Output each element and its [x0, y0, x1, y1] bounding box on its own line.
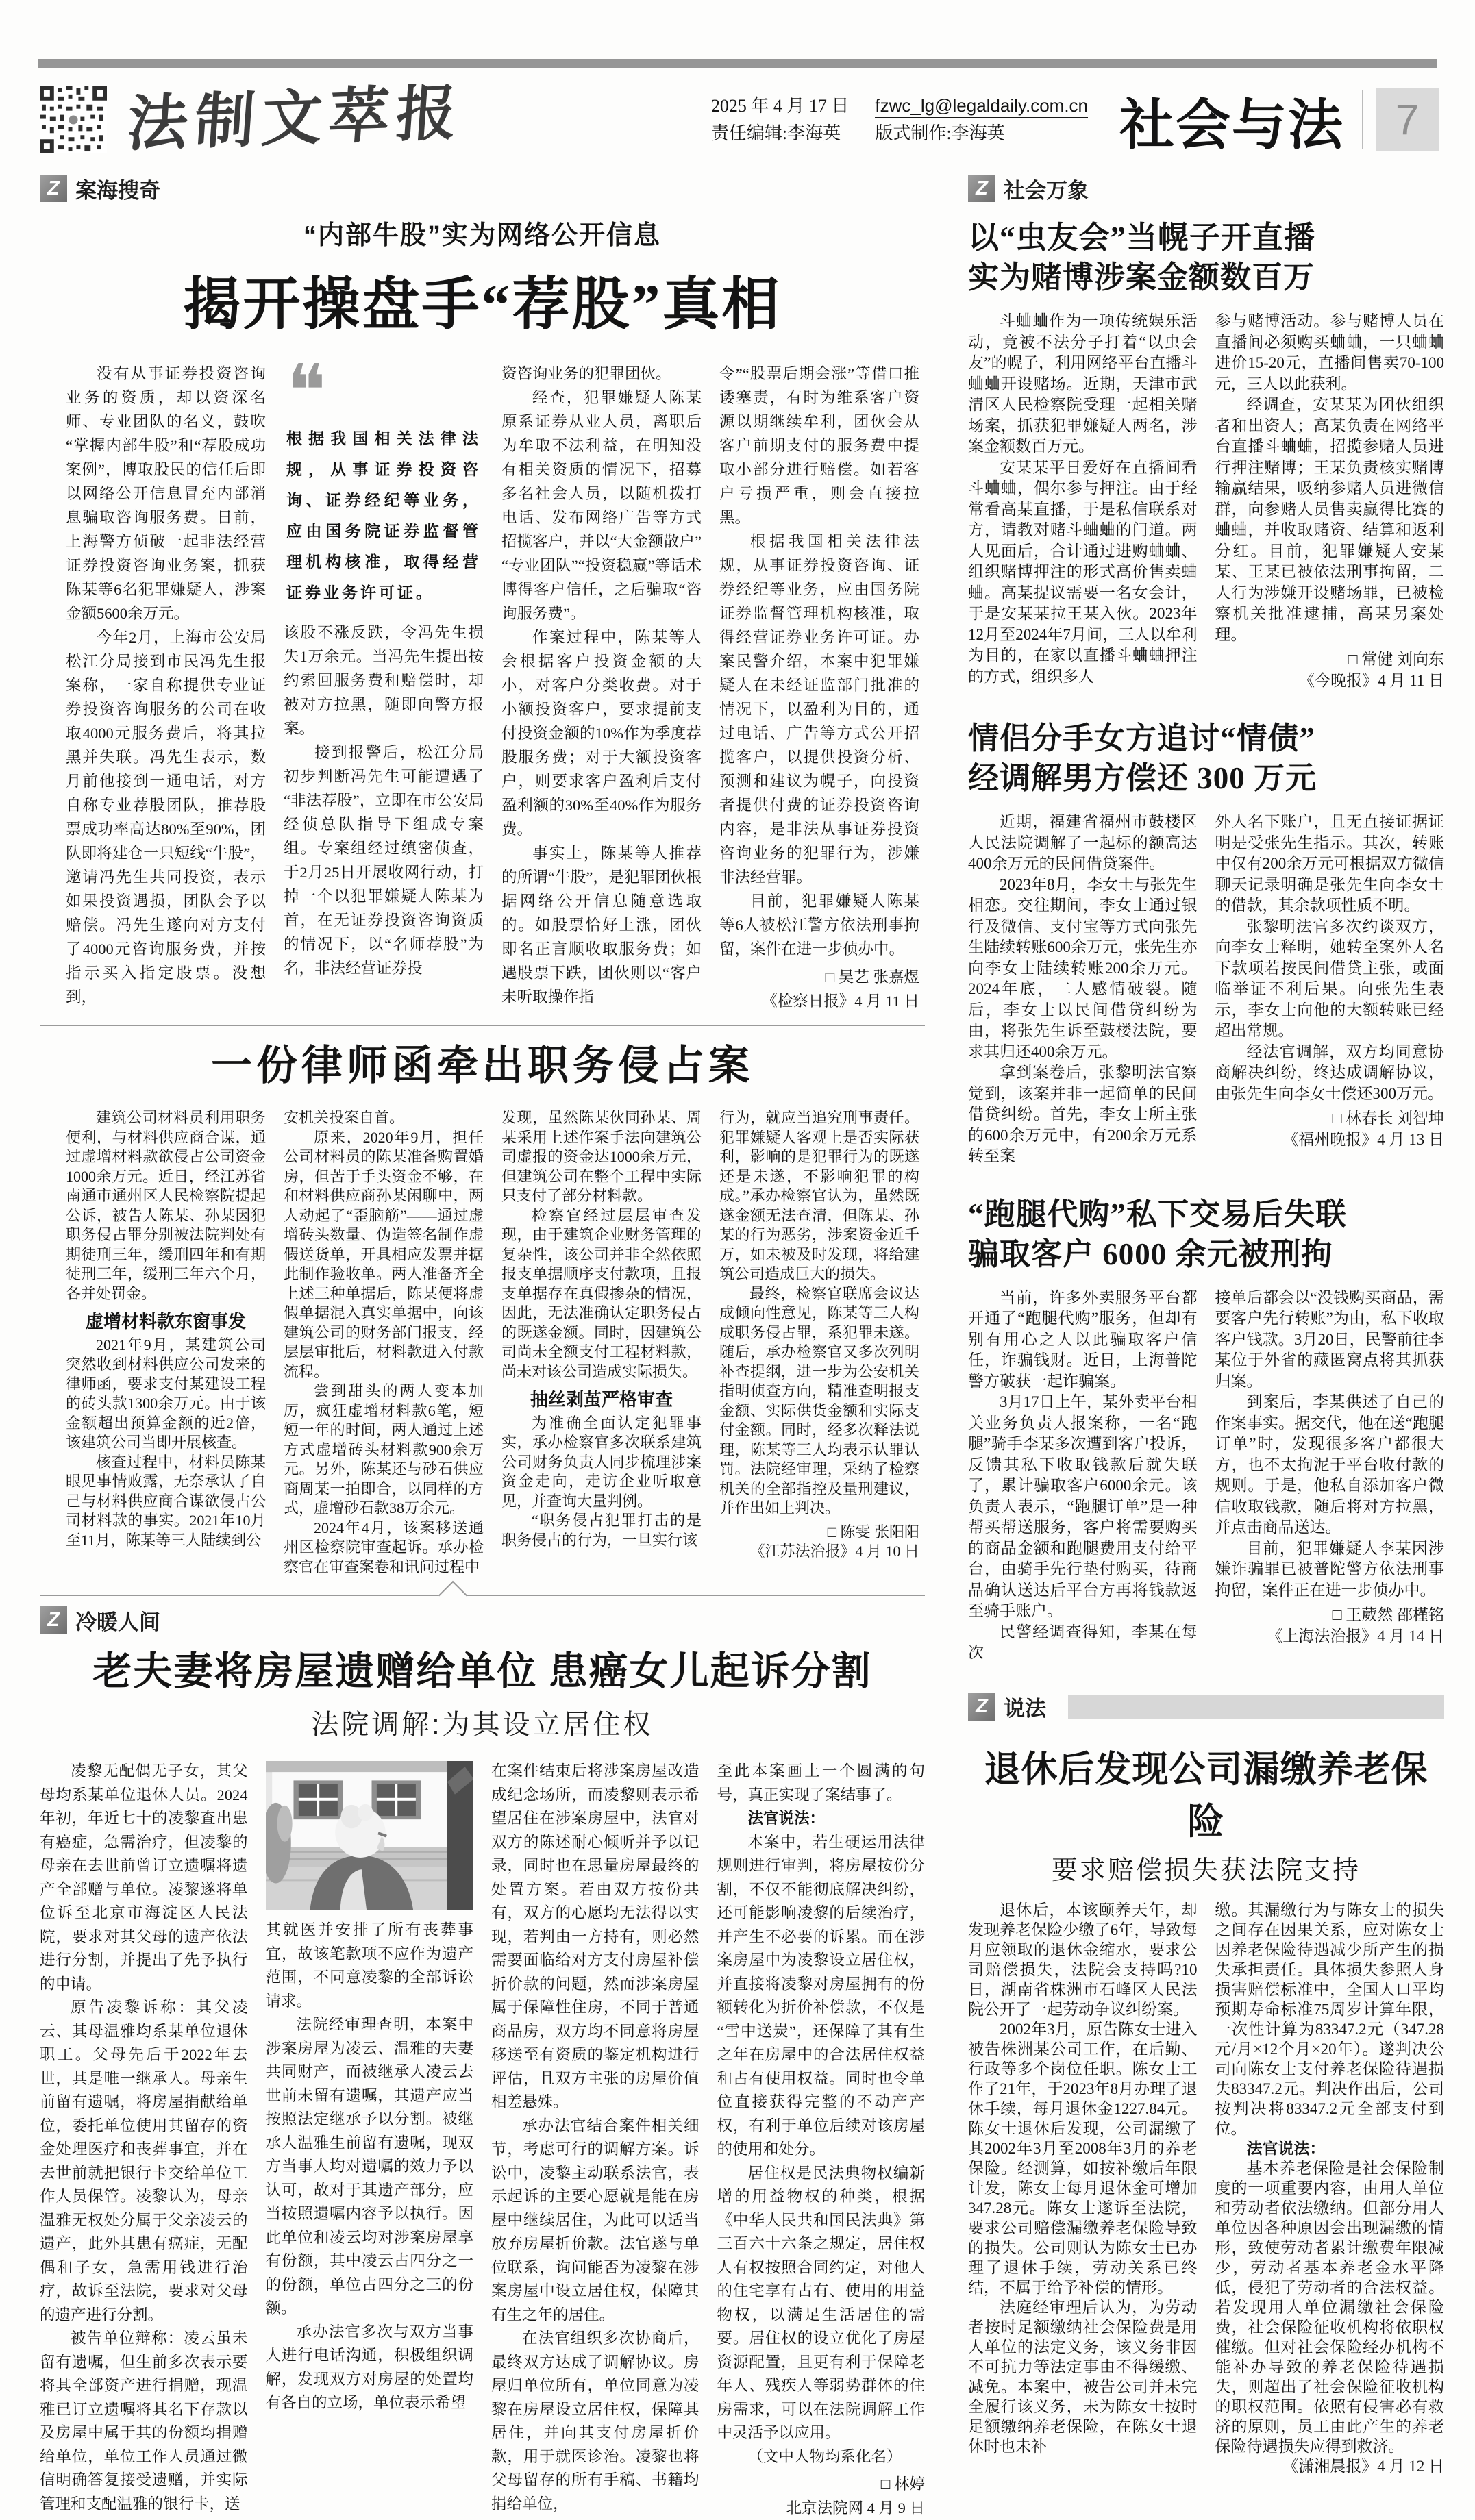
article-headline: 揭开操盘手“荐股”真相: [40, 258, 925, 341]
column-4-text: [719, 362, 919, 961]
article-headline-line2: 实为赌博涉案金额数百万: [968, 258, 1444, 297]
paragraph: 尝到甜头的两人变本加厉，疯狂虚增材料款6笔，短短一年的时间，两人通过上述方式虚增砖头材料款900余万元。另外，陈某还与砂石供应商周某一拍即合，以同样的方式，虚增砂石款38万余元。: [284, 1382, 484, 1519]
issue-date: 2025 年 4 月 17 日: [711, 92, 850, 120]
body-column-3: [501, 1108, 702, 1577]
paragraph: 检察官经过层层审查发现，由于建筑企业财务管理的复杂性，该公司并非全然依照报支单据顺序支付款项，且报支单据存在真假掺杂的情况，因此，无法准确认定职务侵占的既遂金额。同时，因建筑公司尚未全额支付工程材料款，尚未对该公司造成实际损失。: [501, 1206, 702, 1382]
byline: □ 林春长 刘智坤: [1215, 1108, 1445, 1130]
paragraph: 参与赌博活动。参与赌博人员在直播间必须购买蛐蛐，一只蛐蛐进价15-20元，直播间售卖70-100元，三人以此获利。: [1215, 311, 1445, 395]
section-label-text: 案海搜奇: [75, 173, 160, 204]
body-column-2: [1215, 812, 1445, 1167]
body-column-1: [66, 362, 266, 1013]
body-column-4: [717, 1760, 926, 2520]
body-column-1: [66, 1108, 266, 1577]
window-right: [371, 1780, 421, 1819]
section-label-shuofa: [968, 1691, 1444, 1723]
paragraph: 原告凌黎诉称：其父凌云、其母温雅均系某单位退休职工。父母先后于2022年去世，其是唯一继承人。母亲生前留有遗嘱，将房屋捐献给单位，委托单位使用其留存的资金处理医疗和丧葬事宜，并在去世前就把银行卡交给单位工作人员保管。凌黎认为，母亲温雅无权处分属于父亲凌云的遗产，此外其患有癌症，无配偶和子女，急需用钱进行治疗，故诉至法院，要求对父母的遗产进行分割。: [40, 1996, 248, 2327]
section-label-bar: [1068, 1695, 1444, 1719]
chevron-divider: [40, 1595, 925, 1596]
inline-subhead: 虚增材料款东窗事发: [66, 1312, 266, 1332]
body-column-2: [1215, 1900, 1445, 2476]
paragraph: 行为，就应当追究刑事责任。犯罪嫌疑人客观上是否实际获利，影响的是犯罪行为的既遂还是未遂，不影响犯罪的构成。”承办检察官认为，虽然既遂金额无法查清，但陈某、孙某的行为恶劣，涉案资金近千万，如未被及时发现，将给建筑公司造成巨大的损失。: [719, 1108, 919, 1284]
source-credit: 《上海法治报》4 月 14 日: [1215, 1626, 1445, 1647]
paragraph: 最终，检察官联席会议达成倾向性意见，陈某等三人构成职务侵占罪，系犯罪未遂。随后，承办检察官又多次列明补查提纲，进一步为公安机关指明侦查方向，精准查明报支金额、实际供货金额和实际支付金额。同时，经多次释法说理，陈某等三人均表示认罪认罚。法院经审理，采纳了检察机关的全部指控及量刑建议，并作出如上判决。: [719, 1284, 919, 1519]
paragraph: 核查过程中，材料员陈某眼见事情败露，无奈承认了自己与材料供应商合谋欲侵占公司材料款的事实。2021年10月至11月，陈某等三人陆续到公: [66, 1453, 266, 1551]
byline: □ 常健 刘向东: [1215, 649, 1445, 671]
source-credit: 《今晚报》4 月 11 日: [1215, 671, 1445, 692]
article-headline-line2: 经调解男方偿还 300 万元: [968, 758, 1444, 798]
column-2-text: [1215, 1288, 1445, 1601]
article-headline-line1: 情侣分手女方追讨“情债”: [968, 719, 1444, 758]
column-1-intro: [66, 1108, 266, 1303]
paper-z-logo-icon: Z: [40, 175, 67, 202]
layout-maker: 版式制作:李海英: [875, 120, 1088, 147]
paragraph: 资咨询业务的犯罪团伙。: [501, 362, 702, 386]
paragraph: 张黎明法官多次约谈双方，向李女士释明，她转至案外人名下款项若按民间借贷主张，或面临举证不利后果。向张先生表示，李女士向他的大额转账已经超出常规。: [1215, 916, 1445, 1042]
paragraph: 斗蛐蛐作为一项传统娱乐活动，竟被不法分子打着“以虫会友”的幌子，利用网络平台直播斗蛐蛐开设赌场。近期，天津市武清区人民检察院受理一起相关赌场案，抓获犯罪嫌疑人两名，涉案金额数百万元。: [968, 311, 1198, 458]
body-column-2: [1215, 311, 1445, 691]
paragraph: 2023年8月，李女士与张先生相恋。交往期间，李女士通过银行及微信、支付宝等方式向张先生陆续转账600余万元，张先生亦向李女士陆续转账200余万元。2024年底，二人感情破裂。随后，李女士以民间借贷纠纷为由，将张先生诉至鼓楼法院，要求其归还400余万元。: [968, 875, 1198, 1063]
main-region: [40, 173, 937, 2124]
window-left: [293, 1780, 343, 1819]
article-headline: 一份律师函牵出职务侵占案: [40, 1033, 925, 1092]
page-number: 7: [1376, 88, 1439, 151]
body-column-2: [266, 1760, 474, 2520]
body-column-3: [501, 362, 702, 1013]
column-3-rest: [501, 1414, 702, 1551]
column-4-text: [719, 1108, 919, 1519]
paragraph: 接到报警后，松江分局初步判断冯先生可能遭遇了“非法荐股”，立即在市公安局经侦总队指导下组成专案组。专案组经过缜密侦查，于2月25日开展收网行动，打掉一个以犯罪嫌疑人陈某为首，在无证券投资咨询资质的情况下，以“名师荐股”为名，非法经营证券投: [284, 740, 484, 980]
paragraph: 安某某平日爱好在直播间看斗蛐蛐，偶尔参与押注。由于经常看高某直播，于是私信联系对方，请教对赌斗蛐蛐的门道。两人见面后，合计通过进购蛐蛐、组织赌博押注的形式高价售卖蛐蛐。高某提议需要一名女会计，于是安某某拉王某入伙。2023年12月至2024年7月间，三人以牟利为目的，在家以直播斗蛐蛐押注的方式，组织多人: [968, 458, 1198, 688]
inline-subhead: 抽丝剥茧严格审查: [501, 1390, 702, 1410]
paper-z-logo-icon: Z: [40, 1606, 67, 1634]
section-label-shehui: [968, 173, 1444, 204]
sidebar-region: [947, 173, 1444, 2124]
paragraph: 拿到案卷后，张黎明法官察觉到，该案并非一起简单的民间借贷纠纷。首先，李女士所主张的600余万元中，有200余万元系转至案: [968, 1062, 1198, 1167]
paragraph: 2024年4月，该案移送通州区检察院审查起诉。承办检察官在审查案卷和讯问过程中: [284, 1519, 484, 1577]
body-column-2: [284, 1108, 484, 1577]
paragraph: 本案中，若生硬运用法律规则进行审判，将房屋按份分割，不仅不能彻底解决纠纷，还可能影响凌黎的后续治疗，并产生不必要的诉累。而在涉案房屋中为凌黎设立居住权，并直接将凌黎对房屋拥有的份额转化为折价补偿款，不仅是“雪中送炭”，还保障了其有生之年在房屋中的合法居住权益和占有使用权益。同时也令单位直接获得完整的不动产产权，有利于单位后续对该房屋的使用和处分。: [717, 1831, 926, 2162]
paragraph: 基本养老保险是社会保险制度的一项重要内容，由用人单位和劳动者依法缴纳。但部分用人单位因各种原因会出现漏缴的情形，致使劳动者累计缴费年限减少，劳动者基本养老金水平降低，侵犯了劳动者的合法权益。若发现用人单位漏缴社会保险费，社会保险征收机构将依职权催缴。但对社会保险经办机构不能补办导致的养老保险待遇损失，则超出了社会保险征收机构的职权范围。依照有侵害必有救济的原则，员工由此产生的养老保险待遇损失应得到救济。: [1215, 2158, 1445, 2456]
article-love-debt: [968, 719, 1444, 1167]
house-elderly-illustration: [266, 1761, 474, 1910]
judge-commentary-label: 法官说法：: [1215, 2138, 1445, 2158]
paragraph: 至此本案画上一个圆满的句号，真正实现了案结事了。: [717, 1760, 926, 1807]
judge-commentary-label: 法官说法：: [717, 1807, 926, 1831]
judge-commentary-text: [1215, 2158, 1445, 2456]
paper-z-logo-icon: Z: [968, 1693, 995, 1721]
body-column-4: [719, 1108, 919, 1577]
contact-email[interactable]: fzwc_lg@legaldaily.com.cn: [875, 94, 1088, 118]
paragraph: 民警经调查得知，李某在每次: [968, 1622, 1198, 1664]
body-column-1: [968, 812, 1198, 1167]
paragraph: 没有从事证券投资咨询业务的资质，却以资深名师、专业团队的名义，鼓吹“掌握内部牛股”和“荐股成功案例”，博取股民的信任后即以网络公开信息冒充内部消息骗取咨询服务费。日前，上海警方侦破一起非法经营证券投资咨询业务案，抓获陈某等6名犯罪嫌疑人，涉案金额5600余万元。: [66, 362, 266, 625]
paragraph: 安机关投案自首。: [284, 1108, 484, 1128]
masthead-divider: [1362, 90, 1363, 149]
section-label-anhai: [40, 173, 925, 204]
paragraph: 今年2月，上海市公安局松江分局接到市民冯先生报案称，一家自称提供专业证券投资咨询服务的公司在收取4000元服务费后，将其拉黑并失联。冯先生表示，数月前他接到一通电话，对方自称专业荐股团队，推荐股票成功率高达80%至90%，团队即将建仓一只短线“牛股”，邀请冯先生共同投资，表示如果投资遇损，团队会予以赔偿。冯先生遂向对方支付了4000元咨询服务费，并按指示买入指定股票。没想到，: [66, 625, 266, 1009]
article-body: [40, 362, 925, 1013]
article-body: [968, 1900, 1444, 2476]
paragraph: 3月17日上午，某外卖平台相关业务负责人报案称，一名“跑腿”骑手李某多次遭到客户投诉，反馈其私下收取钱款后就失联了，累计骗取客户6000余元。该负责人表示，“跑腿订单”是一种帮买帮送服务，客户将需要购买的商品金额和跑腿费用支付给平台，由骑手先行垫付购买，待商品确认送达后平台方再将钱款返至骑手账户。: [968, 1392, 1198, 1622]
paper-z-logo-icon: Z: [968, 175, 995, 202]
page-section-title: 社会与法: [1119, 81, 1344, 160]
paragraph: 目前，犯罪嫌疑人陈某等6人被松江警方依法刑事拘留，案件在进一步侦办中。: [719, 889, 919, 961]
body-column-3: [491, 1760, 699, 2520]
column-1-rest: [66, 1336, 266, 1551]
masthead-contact-block: [875, 92, 1088, 147]
article-headline: 退休后发现公司漏缴养老保险: [968, 1741, 1444, 1845]
section-label-text: 冷暖人间: [75, 1605, 160, 1636]
column-2-text: [1215, 311, 1445, 645]
article-house-bequest-dispute: [40, 1640, 925, 2520]
paper-logo: 法制文萃报: [125, 84, 465, 155]
paragraph: 发现，虽然陈某伙同孙某、周某采用上述作案手法向建筑公司虚报的资金达1000余万元，但建筑公司在整个工程中实际只支付了部分材料款。: [501, 1108, 702, 1206]
paragraph: 2002年3月，原告陈女士进入被告株洲某公司工作，在后勤、行政等多个岗位任职。陈女士工作了21年，于2023年8月办理了退休手续，每月退休金1227.84元。陈女士退休后发现，公司漏缴了其2002年3月至2008年3月的养老保险。经测算，如按补缴后年限计发，陈女士每月退休金可增加347.28元。陈女士遂诉至法院，要求公司赔偿漏缴养老保险导致的损失。公司则认为陈女士已办理了退休手续，劳动关系已终结，不属于给予补偿的情形。: [968, 2019, 1198, 2297]
paragraph: 到案后，李某供述了自己的作案事实。据交代，他在送“跑腿订单”时，发现很多客户都很大方，也不太拘泥于平台收付款的规则。于是，他私自添加客户微信收取钱款，随后将对方拉黑，并点击商品送达。: [1215, 1392, 1445, 1538]
source-credit: 《潇湘晨报》4 月 12 日: [1215, 2456, 1445, 2476]
column-2-text: [266, 1919, 474, 2415]
byline: □ 吴艺 张嘉煜: [719, 965, 919, 989]
column-3-intro: [501, 1108, 702, 1382]
body-column-1: [968, 1900, 1198, 2476]
body-column-1: [40, 1760, 248, 2520]
body-column-2: [284, 362, 484, 1013]
paragraph: 作案过程中，陈某等人会根据客户投资金额的大小，对客户分类收费。对于小额投资客户，要求提前支付投资金额的10%作为季度荐股服务费；对于大额投资客户，则要求客户盈利后支付盈利额的30%至40%作为服务费。: [501, 625, 702, 841]
column-2-intro: [1215, 1900, 1445, 2138]
paragraph: 接单后都会以“没钱购买商品，需要客户先行转账”为由，私下收取客户钱款。3月20日，民警前往李某位于外省的藏匿窝点将其抓获归案。: [1215, 1288, 1445, 1393]
paragraph: 经查，犯罪嫌疑人陈某原系证券从业人员，离职后为牟取不法利益，在明知没有相关资质的情况下，招募多名社会人员，以随机拨打电话、发布网络广告等方式招揽客户，并以“大金额散户”“专业团队”“投资稳赢”等话术博得客户信任，之后骗取“咨询服务费”。: [501, 386, 702, 625]
paragraph: 其就医并安排了所有丧葬事宜，故该笔款项不应作为遗产范围，不同意凌黎的全部诉讼请求。: [266, 1919, 474, 2013]
paragraph: 法庭经审理后认为，为劳动者按时足额缴纳社会保险费是用人单位的法定义务，该义务非因不可抗力等法定事由不得缓缴、减免。本案中，被告公司并未完全履行该义务，未为陈女士按时足额缴纳养老保险，在陈女士退休时也未补: [968, 2297, 1198, 2456]
responsible-editor: 责任编辑:李海英: [711, 120, 850, 147]
top-divider-bar: [38, 59, 1437, 68]
source-credit: 《江苏法治报》4 月 10 日: [719, 1542, 919, 1562]
article-subhead: 法院调解:为其设立居住权: [40, 1703, 925, 1742]
paragraph: 在法官组织多次协商后，最终双方达成了调解协议。房屋归单位所有，单位同意为凌黎在房屋设立居住权，保障其居住，并向其支付房屋折价款，用于就医诊治。凌黎也将父母留存的所有手稿、书籍均捐给单位，: [491, 2327, 699, 2516]
article-headline: 老夫妻将房屋遗赠给单位 患癌女儿起诉分割: [40, 1640, 925, 1696]
article-body: [968, 812, 1444, 1167]
article-errand-runner-fraud: [968, 1195, 1444, 1664]
article-lawyer-letter-embezzlement: [40, 1033, 925, 1577]
body-column-1: [968, 311, 1198, 691]
paragraph: 经法官调解，双方均同意协商解决纠纷，终达成调解协议，由张先生向李女士偿还300万元。: [1215, 1042, 1445, 1105]
paragraph: “职务侵占犯罪打击的是职务侵占的行为，一旦实行该: [501, 1511, 702, 1550]
paragraph: 承办法官结合案件相关细节，考虑可行的调解方案。诉讼中，凌黎主动联系法官，表示起诉的主要心愿就是能在房屋中继续居住，为此可以适当放弃房屋折价款。法官遂与单位联系，询问能否为凌黎在涉案房屋中设立居住权，保障其有生之年的居住。: [491, 2114, 699, 2328]
paragraph: 该股不涨反跌，令冯先生损失1万余元。当冯先生提出按约索回服务费和赔偿时，却被对方拉黑，随即向警方报案。: [284, 621, 484, 740]
article-divider: [40, 1025, 925, 1026]
section-label-lengnuan: [40, 1604, 925, 1636]
pull-quote: [286, 363, 481, 608]
paragraph: 缴。其漏缴行为与陈女士的损失之间存在因果关系，应对陈女士因养老保险待遇减少所产生的损失承担责任。具体损失参照人身损害赔偿标准中，全国人口平均预期寿命标准75周岁计算年限，一次性计算为83347.2元（347.28元/月×12个月×20年）。遂判决公司向陈女士支付养老保险待遇损失83347.2元。判决作出后，公司按判决将83347.2元全部支付到位。: [1215, 1900, 1445, 2138]
article-headline-line1: “跑腿代购”私下交易后失联: [968, 1195, 1444, 1234]
article-body: [40, 1760, 925, 2520]
article-headline-line1: 以“虫友会”当幌子开直播: [968, 218, 1444, 258]
article-subhead: 要求赔偿损失获法院支持: [968, 1849, 1444, 1886]
byline: □ 王葳然 邵槿铭: [1215, 1605, 1445, 1626]
paragraph: 居住权是民法典物权编新增的用益物权的种类，根据《中华人民共和国民法典》第三百六十六条之规定，居住权人有权按照合同约定，对他人的住宅享有占有、使用的用益物权，以满足生活居住的需要。居住权的设立优化了房屋资源配置，且更有利于保障老年人、残疾人等弱势群体的住房需求，可以在法院调解工作中灵活予以应用。: [717, 2162, 926, 2445]
masthead-date-block: [711, 92, 850, 147]
paragraph: 被告单位辩称：凌云虽未留有遗嘱，但生前多次表示要将其全部资产进行捐赠，现温雅已订立遗嘱将其名下存款以及房屋中属于其的份额均捐赠给单位，单位工作人员通过微信明确答复接受遗赠，并实际管理和支配温雅的银行卡，送: [40, 2327, 248, 2516]
paragraph: 退休后，本该颐养天年，却发现养老保险少缴了6年，导致每月应领取的退休金缩水，要求公司赔偿损失，法院会支持吗?10日，湖南省株洲市石峰区人民法院公开了一起劳动争议纠纷案。: [968, 1900, 1198, 2019]
paragraph: 建筑公司材料员利用职务便利，与材料供应商合谋，通过虚增材料款欲侵占公司资金1000余万元。近日，经江苏省南通市通州区人民检察院提起公诉，被告人陈某、孙某因犯职务侵占罪分别被法院判处有期徒刑三年，缓刑四年和有期徒刑三年，缓刑三年六个月，各并处罚金。: [66, 1108, 266, 1303]
paragraph: 外人名下账户，且无直接证据证明是受张先生指示。其次，转账中仅有200余万元可根据双方微信聊天记录明确是张先生向李女士的借款，其余款项性质不明。: [1215, 812, 1445, 916]
pull-quote-text: 根据我国相关法律法规，从事证券投资咨询、证券经纪等业务，应由国务院证券监督管理机构核准，取得经营证券业务许可证。: [286, 423, 481, 608]
body-column-2: [1215, 1288, 1445, 1664]
body-column-4: [719, 362, 919, 1013]
paragraph: 法院经审理查明，本案中涉案房屋为凌云、温雅的夫妻共同财产，而被继承人凌云去世前未留有遗嘱，其遗产应当按照法定继承予以分割。被继承人温雅生前留有遗嘱，现双方当事人均对遗嘱的效力予以认可，故对于其遗产部分，应当按照遗嘱内容予以执行。因此单位和凌云均对涉案房屋享有份额，其中凌云占四分之一的份额，单位占四分之三的份额。: [266, 2013, 474, 2321]
source-credit: 北京法院网 4 月 9 日: [717, 2497, 926, 2520]
paragraph: 当前，许多外卖服务平台都开通了“跑腿代购”服务，但却有别有用心之人以此骗取客户信任，诈骗钱财。近日，上海普陀警方破获一起诈骗案。: [968, 1288, 1198, 1393]
byline: □ 陈雯 张阳阳: [719, 1523, 919, 1543]
paragraph: 在案件结束后将涉案房屋改造成纪念场所，而凌黎则表示希望居住在涉案房屋中，法官对双方的陈述耐心倾听并予以记录，同时也在思量房屋最终的处置方案。若由双方按份共有，双方的心愿均无法得以实现，若判由一方持有，则必然需要面临给对方支付房屋补偿折价款的问题，然而涉案房屋属于保障性住房，不同于普通商品房，双方均不同意将房屋移送至有资质的鉴定机构进行评估，且双方主张的房屋价值相差悬殊。: [491, 1760, 699, 2114]
paragraph: 原来，2020年9月，担任公司材料员的陈某准备购置婚房，但苦于手头资金不够，在和材料供应商孙某闲聊中，两人动起了“歪脑筋”——通过虚增砖头数量、伪造签名制作虚假送货单，开具相应发票并据此制作验收单。两人准备齐全上述三种单据后，陈某便将虚假单据混入真实单据中，向该建筑公司的财务部门报支，经层层审批后，材料款进入付款流程。: [284, 1128, 484, 1382]
article-headline-line2: 骗取客户 6000 余元被刑拘: [968, 1234, 1444, 1274]
article-body: [968, 1288, 1444, 1664]
article-body: [40, 1108, 925, 1577]
source-credit: 《检察日报》4 月 11 日: [719, 989, 919, 1013]
article-pension-underpayment: [968, 1741, 1444, 2476]
article-body: [968, 311, 1444, 691]
column-2-text: [1215, 812, 1445, 1104]
paragraph: 凌黎无配偶无子女，其父母均系某单位退休人员。2024年初，年近七十的凌黎查出患有癌症，急需治疗，但凌黎的母亲在去世前曾订立遗嘱将遗产全部赠与单位。凌黎遂将单位诉至北京市海淀区人民法院，要求对其父母的遗产依法进行分割，并提出了先予执行的申请。: [40, 1760, 248, 1996]
page-content: [40, 173, 1444, 2124]
article-stock-tip-scam: [40, 214, 925, 1013]
paragraph: 事实上，陈某等人推荐的所谓“牛股”，是犯罪团伙根据网络公开信息随意选取的。如股票恰好上涨，团伙即名正言顺收取服务费；如遇股票下跌，团伙则以“客户未听取操作指: [501, 841, 702, 1009]
paragraph: 令”“股票后期会涨”等借口推诿塞责，有时为维系客户资源以期继续牟利，团伙会从客户前期支付的服务费中提取小部分进行赔偿。如若客户亏损严重，则会直接拉黑。: [719, 362, 919, 529]
paragraph: 为准确全面认定犯罪事实，承办检察官多次联系建筑公司财务负责人同步梳理涉案资金走向，走访企业听取意见，并查询大量判例。: [501, 1414, 702, 1512]
pseudonym-note: （文中人物均系化名）: [717, 2445, 926, 2469]
paragraph: 承办法官多次与双方当事人进行电话沟通，积极组织调解，发现双方对房屋的处置均有各自的立场，单位表示希望: [266, 2321, 474, 2415]
article-kicker: “内部牛股”实为网络公开信息: [40, 214, 925, 251]
qr-code-icon: [40, 86, 107, 153]
masthead: [40, 71, 1439, 169]
section-label-text: 社会万象: [1004, 173, 1089, 204]
byline: □ 林婷: [717, 2473, 926, 2497]
paragraph: 根据我国相关法律法规，从事证券投资咨询、证券经纪等业务，应由国务院证券监督管理机构核准，取得经营证券业务许可证。办案民警介绍，本案中犯罪嫌疑人在未经证监部门批准的情况下，以盈利为目的，通过电话、广告等方式公开招揽客户，以提供投资分析、预测和建议为幌子，向投资者提供付费的证券投资咨询内容，是非法从事证券投资咨询业务的犯罪行为，涉嫌非法经营罪。: [719, 529, 919, 889]
article-cricket-gambling: [968, 218, 1444, 691]
paragraph: 近期，福建省福州市鼓楼区人民法院调解了一起标的额高达400余万元的民间借贷案件。: [968, 812, 1198, 875]
section-label-text: 说法: [1004, 1691, 1046, 1722]
judge-commentary-text: [717, 1831, 926, 2445]
body-column-1: [968, 1288, 1198, 1664]
quote-mark-icon: ❝: [286, 363, 481, 423]
paragraph: 经调查，安某某为团伙组织者和出资人；高某负责在网络平台直播斗蛐蛐，招揽参赌人员进行押注赌博；王某负责核实赌博输赢结果，吸纳参赌人员进微信群，向参赌人员售卖赢得比赛的蛐蛐，并收取赌资、结算和返利分红。目前，犯罪嫌疑人安某某、王某已被依法刑事拘留，二人行为涉嫌开设赌场罪，已被检察机关批准逮捕，高某另案处理。: [1215, 395, 1445, 645]
paragraph: 目前，犯罪嫌疑人李某因涉嫌诈骗罪已被普陀警方依法刑事拘留，案件正在进一步侦办中。: [1215, 1538, 1445, 1601]
paragraph: 2021年9月，某建筑公司突然收到材料供应公司发来的律师函，要求支付某建设工程的砖头款1300余万元。由于该金额超出预算金额的近2倍，该建筑公司当即开展核查。: [66, 1336, 266, 1453]
column-4-intro: [717, 1760, 926, 1807]
source-credit: 《福州晚报》4 月 13 日: [1215, 1130, 1445, 1151]
column-2-text: [284, 621, 484, 980]
